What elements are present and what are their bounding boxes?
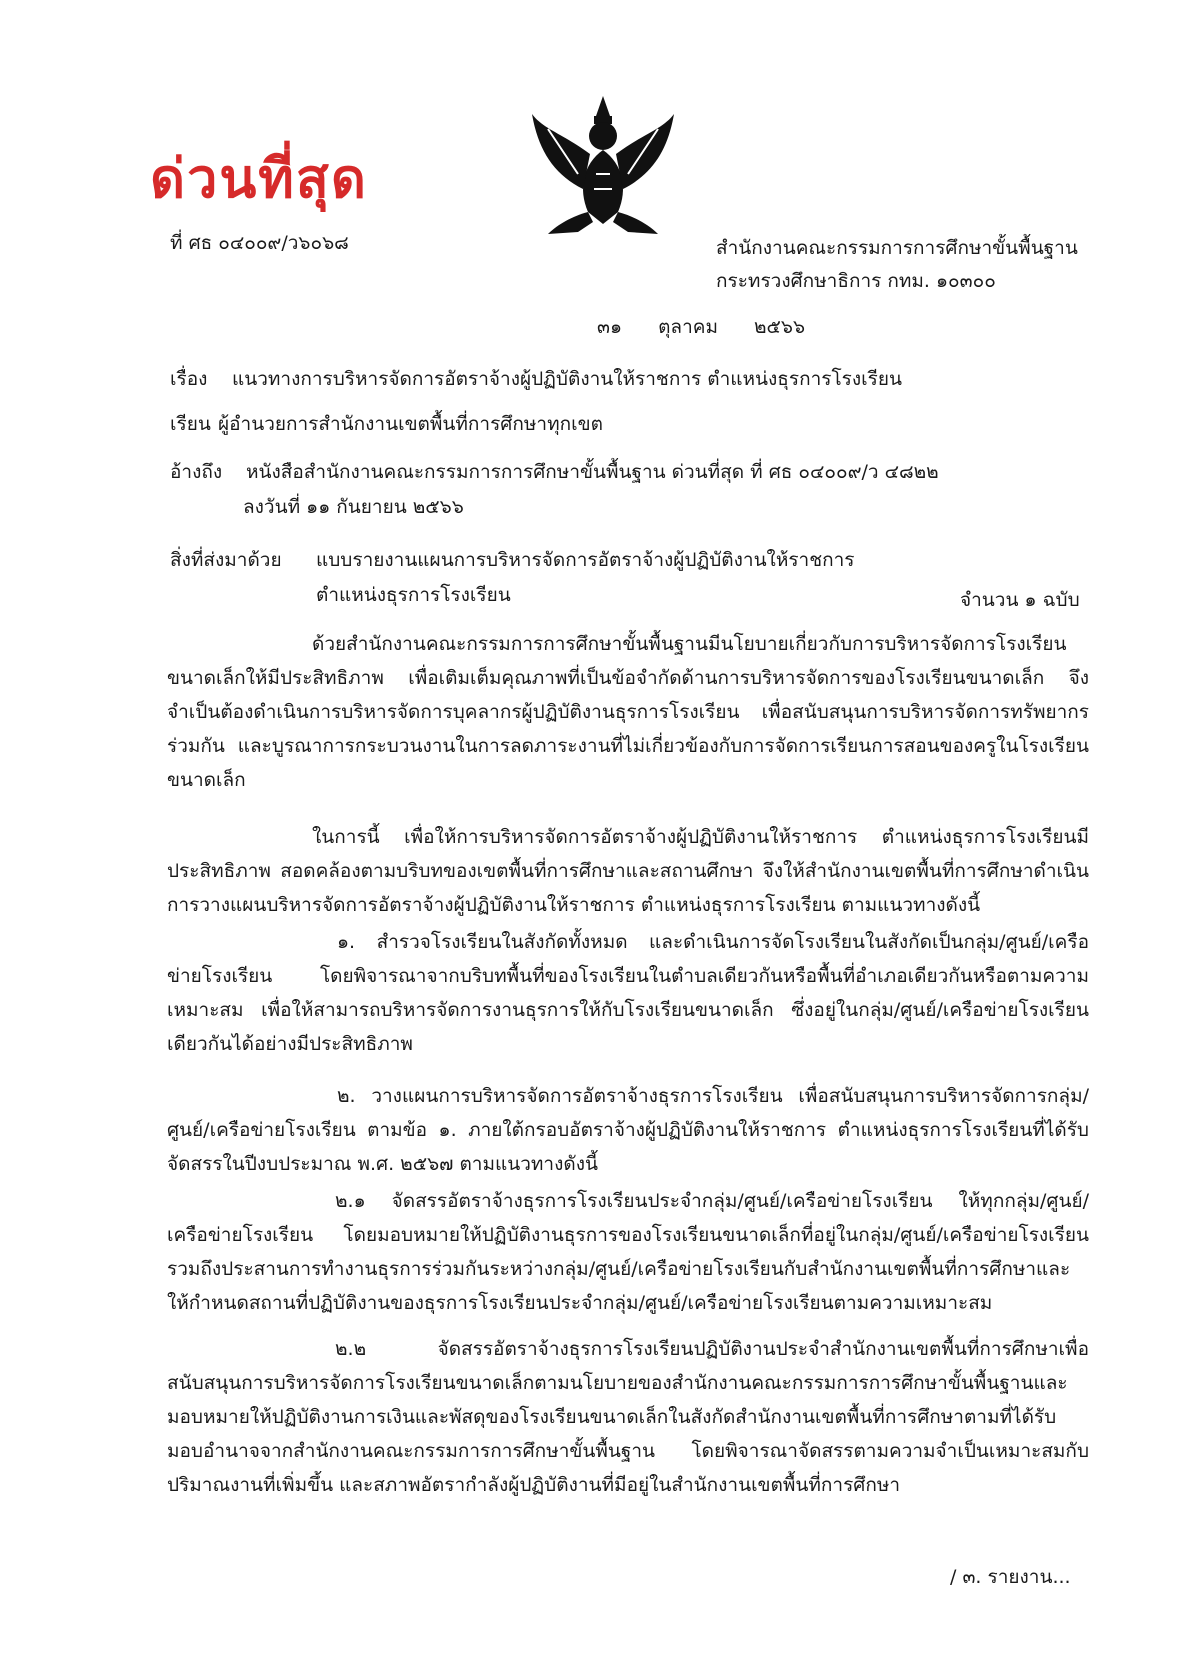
reference-line2: ลงวันที่ ๑๑ กันยายน ๒๕๖๖ [243, 496, 464, 518]
reference-line1: หนังสือสำนักงานคณะกรรมการการศึกษาขั้นพื้นฐาน ด่วนที่สุด ที่ ศธ ๐๔๐๐๙/ว ๔๘๒๒ [246, 461, 939, 483]
subject-text: แนวทางการบริหารจัดการอัตราจ้างผู้ปฏิบัติงานให้ราชการ ตำแหน่งธุรการโรงเรียน [232, 368, 902, 390]
enclosure-count: จำนวน ๑ ฉบับ [960, 589, 1080, 611]
urgency-stamp: ด่วนที่สุด [150, 146, 368, 210]
reference-label: อ้างถึง [170, 461, 223, 483]
agency-ministry: กระทรวงศึกษาธิการ กทม. ๑๐๓๐๐ [716, 270, 996, 292]
continuation-marker: / ๓. รายงาน... [950, 1566, 1071, 1588]
recipient-text: ผู้อำนวยการสำนักงานเขตพื้นที่การศึกษาทุกเขต [218, 413, 603, 435]
garuda-emblem-icon [528, 94, 678, 244]
item-2-1: ๒.๑ จัดสรรอัตราจ้างธุรการโรงเรียนประจำกลุ่ม/ศูนย์/เครือข่ายโรงเรียน ให้ทุกกลุ่ม/ศูนย์/เครือข่ายโรงเรียน โดยมอบหมายให้ปฏิบัติงานธุรการของโรงเรียนขนาดเล็กที่อยู่ในกลุ่ม/ศูนย์/เครือข่ายโรงเรียนรวมถึงประสานการทำงานธุรการร่วมกันระหว่างกลุ่ม/ศูนย์/เครือข่ายโรงเรียนกับสำนักงานเขตพื้นที่การศึกษาและให้กำหนดสถานที่ปฏิบัติงานของธุรการโรงเรียนประจำกลุ่ม/ศูนย์/เครือข่ายโรงเรียนตามความเหมาะสม [167, 1190, 1089, 1314]
agency-name: สำนักงานคณะกรรมการการศึกษาขั้นพื้นฐาน [716, 237, 1078, 259]
item-2: ๒. วางแผนการบริหารจัดการอัตราจ้างธุรการโรงเรียน เพื่อสนับสนุนการบริหารจัดการกลุ่ม/ศูนย์/เครือข่ายโรงเรียน ตามข้อ ๑. ภายใต้กรอบอัตราจ้างผู้ปฏิบัติงานให้ราชการ ตำแหน่งธุรการโรงเรียนที่ได้รับจัดสรรในปีงบประมาณ พ.ศ. ๒๕๖๗ ตามแนวทางดังนี้ [167, 1085, 1089, 1175]
enclosure-line1: แบบรายงานแผนการบริหารจัดการอัตราจ้างผู้ปฏิบัติงานให้ราชการ [316, 549, 855, 571]
subject-label: เรื่อง [170, 368, 208, 390]
enclosure-line2: ตำแหน่งธุรการโรงเรียน [316, 584, 511, 606]
body-paragraph-2: ในการนี้ เพื่อให้การบริหารจัดการอัตราจ้างผู้ปฏิบัติงานให้ราชการ ตำแหน่งธุรการโรงเรียนมีประสิทธิภาพ สอดคล้องตามบริบทของเขตพื้นที่การศึกษาและสถานศึกษา จึงให้สำนักงานเขตพื้นที่การศึกษาดำเนินการวางแผนบริหารจัดการอัตราจ้างผู้ปฏิบัติงานให้ราชการ ตำแหน่งธุรการโรงเรียน ตามแนวทางดังนี้ [167, 826, 1089, 916]
recipient-label: เรียน [170, 413, 211, 435]
document-number: ที่ ศธ ๐๔๐๐๙/ว๖๐๖๘ [170, 232, 349, 254]
enclosure-label: สิ่งที่ส่งมาด้วย [170, 549, 282, 571]
agency-address [716, 232, 1078, 298]
item-2-2: ๒.๒ จัดสรรอัตราจ้างธุรการโรงเรียนปฏิบัติงานประจำสำนักงานเขตพื้นที่การศึกษาเพื่อสนับสนุนการบริหารจัดการโรงเรียนขนาดเล็กตามนโยบายของสำนักงานคณะกรรมการการศึกษาขั้นพื้นฐานและมอบหมายให้ปฏิบัติงานการเงินและพัสดุของโรงเรียนขนาดเล็กในสังกัดสำนักงานเขตพื้นที่การศึกษาตามที่ได้รับมอบอำนาจจากสำนักงานคณะกรรมการการศึกษาขั้นพื้นฐาน โดยพิจารณาจัดสรรตามความจำเป็นเหมาะสมกับปริมาณงานที่เพิ่มขึ้น และสภาพอัตรากำลังผู้ปฏิบัติงานที่มีอยู่ในสำนักงานเขตพื้นที่การศึกษา [167, 1338, 1089, 1496]
item-1: ๑. สำรวจโรงเรียนในสังกัดทั้งหมด และดำเนินการจัดโรงเรียนในสังกัดเป็นกลุ่ม/ศูนย์/เครือข่ายโรงเรียน โดยพิจารณาจากบริบทพื้นที่ของโรงเรียนในตำบลเดียวกันหรือพื้นที่อำเภอเดียวกันหรือตามความเหมาะสม เพื่อให้สามารถบริหารจัดการงานธุรการให้กับโรงเรียนขนาดเล็ก ซึ่งอยู่ในกลุ่ม/ศูนย์/เครือข่ายโรงเรียนเดียวกันได้อย่างมีประสิทธิภาพ [167, 931, 1089, 1055]
document-date: ๓๑ ตุลาคม ๒๕๖๖ [597, 316, 806, 338]
body-paragraph-1: ด้วยสำนักงานคณะกรรมการการศึกษาขั้นพื้นฐานมีนโยบายเกี่ยวกับการบริหารจัดการโรงเรียนขนาดเล็กให้มีประสิทธิภาพ เพื่อเติมเต็มคุณภาพที่เป็นข้อจำกัดด้านการบริหารจัดการของโรงเรียนขนาดเล็ก จึงจำเป็นต้องดำเนินการบริหารจัดการบุคลากรผู้ปฏิบัติงานธุรการโรงเรียน เพื่อสนับสนุนการบริหารจัดการทรัพยากรร่วมกัน และบูรณาการกระบวนงานในการลดภาระงานที่ไม่เกี่ยวข้องกับการจัดการเรียนการสอนของครูในโรงเรียนขนาดเล็ก [167, 633, 1089, 791]
